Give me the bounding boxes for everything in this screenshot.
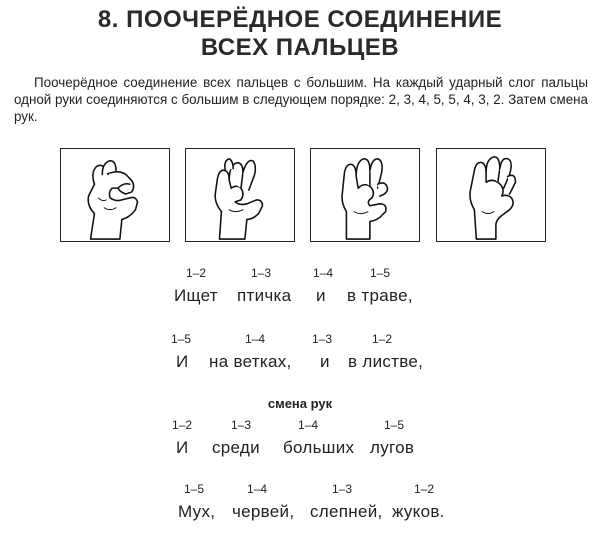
hand-thumb-index-icon — [61, 149, 169, 241]
finger-pair-mark: 1–4 — [245, 332, 266, 346]
poem-word: и — [320, 352, 330, 371]
poem-word: слепней, — [310, 502, 383, 521]
hand-thumb-little-icon — [437, 149, 545, 241]
finger-pair-mark: 1–5 — [384, 418, 405, 432]
poem-word: Ищет — [174, 286, 218, 305]
finger-pair-mark: 1–2 — [172, 418, 193, 432]
poem-line-3 — [0, 418, 600, 470]
finger-pair-mark: 1–5 — [171, 332, 192, 346]
poem-word: и — [316, 286, 326, 305]
poem-word: среди — [212, 438, 260, 457]
poem-word: в листве, — [348, 352, 424, 371]
illustration-panel-2 — [185, 148, 295, 242]
finger-pair-mark: 1–4 — [298, 418, 319, 432]
finger-pair-mark: 1–3 — [332, 482, 353, 496]
poem-word: жуков. — [392, 502, 445, 521]
poem-line-4 — [0, 482, 600, 534]
poem-word: И — [176, 352, 189, 371]
finger-pair-mark: 1–2 — [414, 482, 435, 496]
title-line-1: 8. ПООЧЕРЁДНОЕ СОЕДИНЕНИЕ — [97, 6, 503, 33]
illustration-panel-3 — [310, 148, 420, 242]
instruction-text: Поочерёдное соединение всех пальцев с большим. На каждый ударный слог пальцы одной руки соединяются с большим в следующем порядке: 2, 3, 4, 5, 5, 4, 3, 2. Затем смена рук. — [14, 75, 588, 124]
finger-pair-mark: 1–3 — [231, 418, 252, 432]
finger-pair-mark: 1–5 — [370, 266, 391, 280]
finger-pair-mark: 1–2 — [186, 266, 207, 280]
poem-word: в траве, — [347, 286, 413, 305]
poem-word: больших — [283, 438, 355, 457]
poem-line-2 — [0, 332, 600, 384]
title-line-2: ВСЕХ ПАЛЬЦЕВ — [200, 34, 400, 61]
illustration-panel-1 — [60, 148, 170, 242]
finger-pair-mark: 1–3 — [312, 332, 333, 346]
hand-thumb-middle-icon — [186, 149, 294, 241]
finger-pair-mark: 1–4 — [247, 482, 268, 496]
finger-pair-mark: 1–5 — [184, 482, 205, 496]
poem-word: лугов — [370, 438, 415, 457]
poem-word: И — [176, 438, 189, 457]
poem-word: птичка — [237, 286, 292, 305]
poem-word: на ветках, — [209, 352, 292, 371]
poem-line-1 — [0, 266, 600, 318]
illustration-panel-4 — [436, 148, 546, 242]
poem-word: Мух, — [178, 502, 216, 521]
finger-pair-mark: 1–2 — [372, 332, 393, 346]
hand-thumb-ring-icon — [311, 149, 419, 241]
finger-pair-mark: 1–4 — [313, 266, 334, 280]
switch-hands-label: смена рук — [267, 396, 333, 411]
finger-pair-mark: 1–3 — [251, 266, 272, 280]
poem-word: червей, — [232, 502, 295, 521]
